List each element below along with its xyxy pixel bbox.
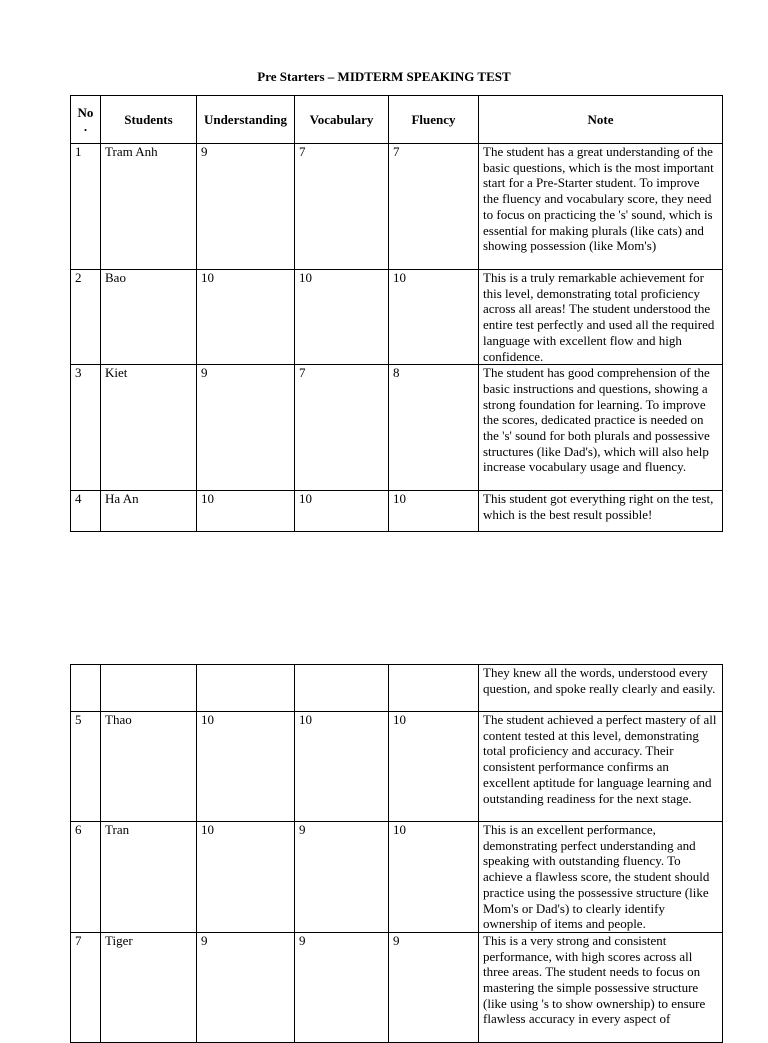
table-row <box>71 144 723 270</box>
scores-table-continued <box>70 664 723 1043</box>
row-no: 3 <box>71 365 101 491</box>
table-row <box>71 932 723 1042</box>
row-student: Kiet <box>101 365 197 491</box>
row-no <box>71 665 101 712</box>
row-fluency: 10 <box>389 712 479 822</box>
row-vocabulary <box>295 665 389 712</box>
header-no: No . <box>71 96 101 144</box>
row-vocabulary: 7 <box>295 144 389 270</box>
row-vocabulary: 10 <box>295 712 389 822</box>
row-fluency: 10 <box>389 270 479 365</box>
table-row <box>71 365 723 491</box>
table-row <box>71 270 723 365</box>
row-note: This is a very strong and consistent performance, with high scores across all three areas. The student needs to focus on mastering the simple possessive structure (like using 's to show ownership) to ensure flawless accuracy in every aspect of <box>479 932 723 1042</box>
row-note: They knew all the words, understood every question, and spoke really clearly and easily. <box>479 665 723 712</box>
row-no: 4 <box>71 491 101 532</box>
row-understanding: 9 <box>197 365 295 491</box>
row-understanding: 10 <box>197 491 295 532</box>
row-student: Tram Anh <box>101 144 197 270</box>
row-no: 5 <box>71 712 101 822</box>
header-note: Note <box>479 96 723 144</box>
row-no: 7 <box>71 932 101 1042</box>
table-row <box>71 822 723 933</box>
row-vocabulary: 9 <box>295 822 389 933</box>
row-understanding: 10 <box>197 712 295 822</box>
page-title: Pre Starters – MIDTERM SPEAKING TEST <box>257 69 511 84</box>
row-vocabulary: 9 <box>295 932 389 1042</box>
row-fluency: 9 <box>389 932 479 1042</box>
row-fluency: 7 <box>389 144 479 270</box>
row-understanding: 10 <box>197 270 295 365</box>
row-note: The student has good comprehension of the basic instructions and questions, showing a strong foundation for learning. To improve the scores, dedicated practice is needed on the 's' sound for both plurals and possessive structures (like Dad's), which will also help increase vocabulary usage and fluency. <box>479 365 723 491</box>
row-student: Tran <box>101 822 197 933</box>
header-understanding: Understanding <box>197 96 295 144</box>
row-note: This is an excellent performance, demonstrating perfect understanding and speaking with outstanding fluency. To achieve a flawless score, the student should practice using the possessive structure (like Mom's or Dad's) to clearly identify ownership of items and people. <box>479 822 723 933</box>
row-understanding <box>197 665 295 712</box>
row-note: The student achieved a perfect mastery of all content tested at this level, demonstrating total proficiency and accuracy. Their consistent performance confirms an excellent aptitude for language learning and outstanding readiness for the next stage. <box>479 712 723 822</box>
row-student: Bao <box>101 270 197 365</box>
table-row-continuation <box>71 665 723 712</box>
row-understanding: 9 <box>197 932 295 1042</box>
row-student <box>101 665 197 712</box>
row-understanding: 10 <box>197 822 295 933</box>
row-note: This is a truly remarkable achievement for this level, demonstrating total proficiency across all areas! The student understood the entire test perfectly and used all the required language with excellent flow and high confidence. <box>479 270 723 365</box>
row-student: Thao <box>101 712 197 822</box>
row-note: The student has a great understanding of the basic questions, which is the most important start for a Pre-Starter student. To improve the fluency and vocabulary score, they need to focus on practicing the 's' sound, which is essential for making plurals (like cats) and showing possession (like Mom's) <box>479 144 723 270</box>
row-fluency: 10 <box>389 491 479 532</box>
row-fluency: 8 <box>389 365 479 491</box>
row-vocabulary: 10 <box>295 270 389 365</box>
row-fluency <box>389 665 479 712</box>
table-row <box>71 712 723 822</box>
row-no: 2 <box>71 270 101 365</box>
header-students: Students <box>101 96 197 144</box>
row-student: Tiger <box>101 932 197 1042</box>
row-student: Ha An <box>101 491 197 532</box>
row-note: This student got everything right on the test, which is the best result possible! <box>479 491 723 532</box>
row-no: 6 <box>71 822 101 933</box>
row-understanding: 9 <box>197 144 295 270</box>
row-fluency: 10 <box>389 822 479 933</box>
row-vocabulary: 7 <box>295 365 389 491</box>
header-row <box>71 96 723 144</box>
header-fluency: Fluency <box>389 96 479 144</box>
row-vocabulary: 10 <box>295 491 389 532</box>
table-row <box>71 491 723 532</box>
row-no: 1 <box>71 144 101 270</box>
header-vocabulary: Vocabulary <box>295 96 389 144</box>
scores-table <box>70 95 723 532</box>
